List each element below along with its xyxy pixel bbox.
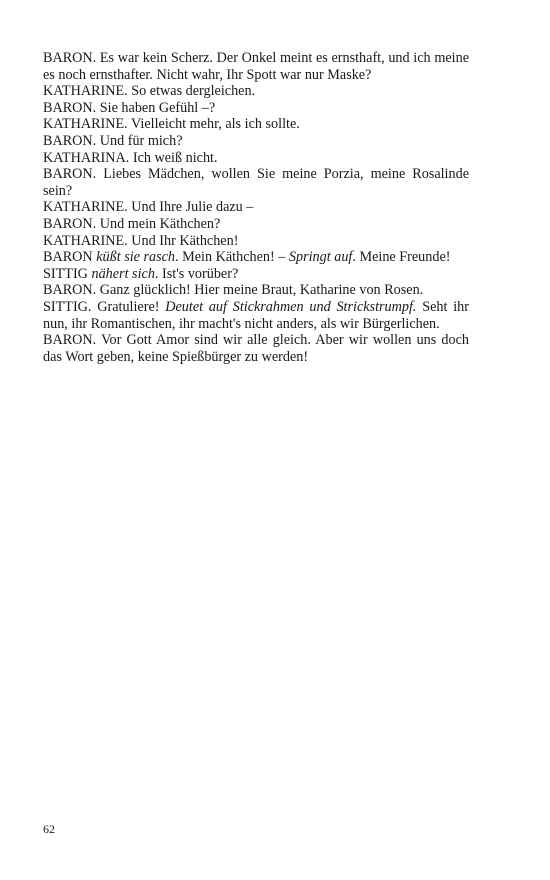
spoken-text: BARON [43,249,97,266]
dialogue-line [43,150,469,167]
spoken-text: BARON. Liebes Mädchen, wollen Sie meine Porzia, meine Rosalinde sein? [43,166,469,199]
stage-direction: Deutet auf Stickrahmen und Strickstrumpf. [165,298,417,315]
dialogue-line [43,116,469,133]
spoken-text: . Ist's vorüber? [154,265,239,282]
stage-direction: Springt auf [288,249,353,266]
dialogue-line [43,249,469,266]
dialogue-text [43,50,469,365]
spoken-text: KATHARINE. Und Ihre Julie dazu – [43,199,254,216]
stage-direction: nähert sich [91,265,155,282]
dialogue-line [43,100,469,117]
spoken-text: BARON. Und für mich? [43,132,183,149]
dialogue-line [43,133,469,150]
spoken-text: BARON. Vor Gott Amor sind wir alle gleich. Aber wir wollen uns doch das Wort geben, keine Spießbürger zu werden! [43,332,469,365]
spoken-text: BARON. Sie haben Gefühl –? [43,99,216,116]
dialogue-line [43,332,469,365]
dialogue-line [43,166,469,199]
dialogue-line [43,233,469,250]
spoken-text: KATHARINE. Und Ihr Käthchen! [43,232,239,249]
dialogue-line [43,266,469,283]
dialogue-line [43,50,469,83]
spoken-text: BARON. Es war kein Scherz. Der Onkel meint es ernsthaft, und ich meine es noch ernsthafter. Nicht wahr, Ihr Spott war nur Maske? [43,50,469,83]
stage-direction: küßt sie rasch [96,249,176,266]
spoken-text: SITTIG. Gratuliere! [43,298,166,315]
dialogue-line [43,216,469,233]
spoken-text: SITTIG [43,265,92,282]
page-number: 62 [43,822,55,836]
spoken-text: KATHARINA. Ich weiß nicht. [43,149,218,166]
spoken-text: Seht ihr nun, ihr Romantischen, ihr macht's nicht anders, als wir Bürgerlichen. [43,298,469,332]
spoken-text: BARON. Und mein Käthchen? [43,215,221,232]
dialogue-line [43,299,469,332]
dialogue-line [43,83,469,100]
spoken-text: . Mein Käthchen! – [175,249,289,266]
dialogue-line [43,282,469,299]
spoken-text: . Meine Freunde! [352,249,451,266]
spoken-text: KATHARINE. Vielleicht mehr, als ich sollte. [43,116,300,133]
spoken-text: KATHARINE. So etwas dergleichen. [43,83,256,100]
dialogue-line [43,199,469,216]
spoken-text: BARON. Ganz glücklich! Hier meine Braut, Katharine von Rosen. [43,282,424,299]
